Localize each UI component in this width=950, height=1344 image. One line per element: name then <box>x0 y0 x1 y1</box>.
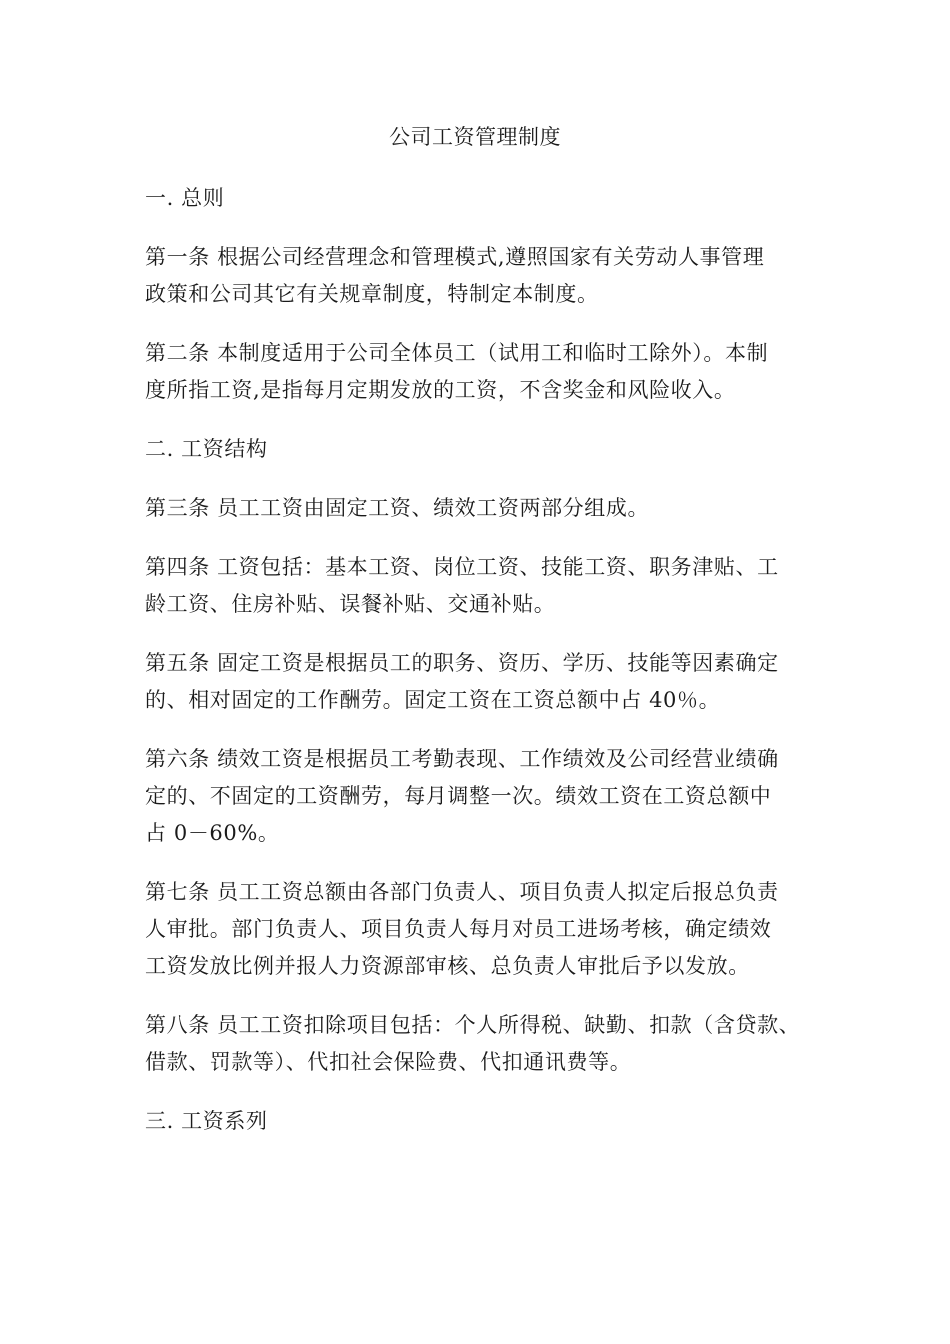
text-line: 三. 工资系列 <box>145 1109 268 1133</box>
document-title: 公司工资管理制度 <box>389 125 561 149</box>
text-line: 龄工资、住房补贴、误餐补贴、交通补贴。 <box>145 592 556 616</box>
text-line: 工资发放比例并报人力资源部审核、总负责人审批后予以发放。 <box>145 954 750 978</box>
article-paragraph <box>145 741 835 852</box>
text-line: 第五条 固定工资是根据员工的职务、资历、学历、技能等因素确定 <box>145 651 779 675</box>
text-line: 一. 总则 <box>145 186 225 210</box>
text-line: 人审批。部门负责人、项目负责人每月对员工进场考核，确定绩效 <box>145 917 772 941</box>
text-line: 政策和公司其它有关规章制度，特制定本制度。 <box>145 282 599 306</box>
article-paragraph <box>145 549 835 623</box>
text-line: 定的、不固定的工资酬劳，每月调整一次。绩效工资在工资总额中 <box>145 784 772 808</box>
text-line: 二. 工资结构 <box>145 437 268 461</box>
article-paragraph <box>145 335 835 409</box>
text-line: 第三条 员工工资由固定工资、绩效工资两部分组成。 <box>145 496 650 520</box>
text-line: 第七条 员工工资总额由各部门负责人、项目负责人拟定后报总负责 <box>145 880 779 904</box>
text-line: 借款、罚款等）、代扣社会保险费、代扣通讯费等。 <box>145 1050 632 1074</box>
section-heading <box>145 180 835 217</box>
article-paragraph <box>145 1007 835 1081</box>
section-heading <box>145 1103 835 1140</box>
article-paragraph <box>145 490 835 527</box>
text-line: 度所指工资,是指每月定期发放的工资，不含奖金和风险收入。 <box>145 378 736 402</box>
text-line: 第一条 根据公司经营理念和管理模式,遵照国家有关劳动人事管理 <box>145 245 765 269</box>
text-line: 的、相对固定的工作酬劳。固定工资在工资总额中占 40％。 <box>145 688 721 712</box>
article-paragraph <box>145 874 835 985</box>
text-line: 第四条 工资包括：基本工资、岗位工资、技能工资、职务津贴、工 <box>145 555 779 579</box>
article-paragraph <box>145 645 835 719</box>
text-line: 第六条 绩效工资是根据员工考勤表现、工作绩效及公司经营业绩确 <box>145 747 779 771</box>
text-line: 占 0－60%。 <box>145 821 280 845</box>
text-line: 第二条 本制度适用于公司全体员工（试用工和临时工除外）。本制 <box>145 341 769 365</box>
article-paragraph <box>145 239 835 313</box>
section-heading <box>145 431 835 468</box>
document-body <box>145 180 835 1162</box>
text-line: 第八条 员工工资扣除项目包括：个人所得税、缺勤、扣款（含贷款、 <box>145 1013 801 1037</box>
